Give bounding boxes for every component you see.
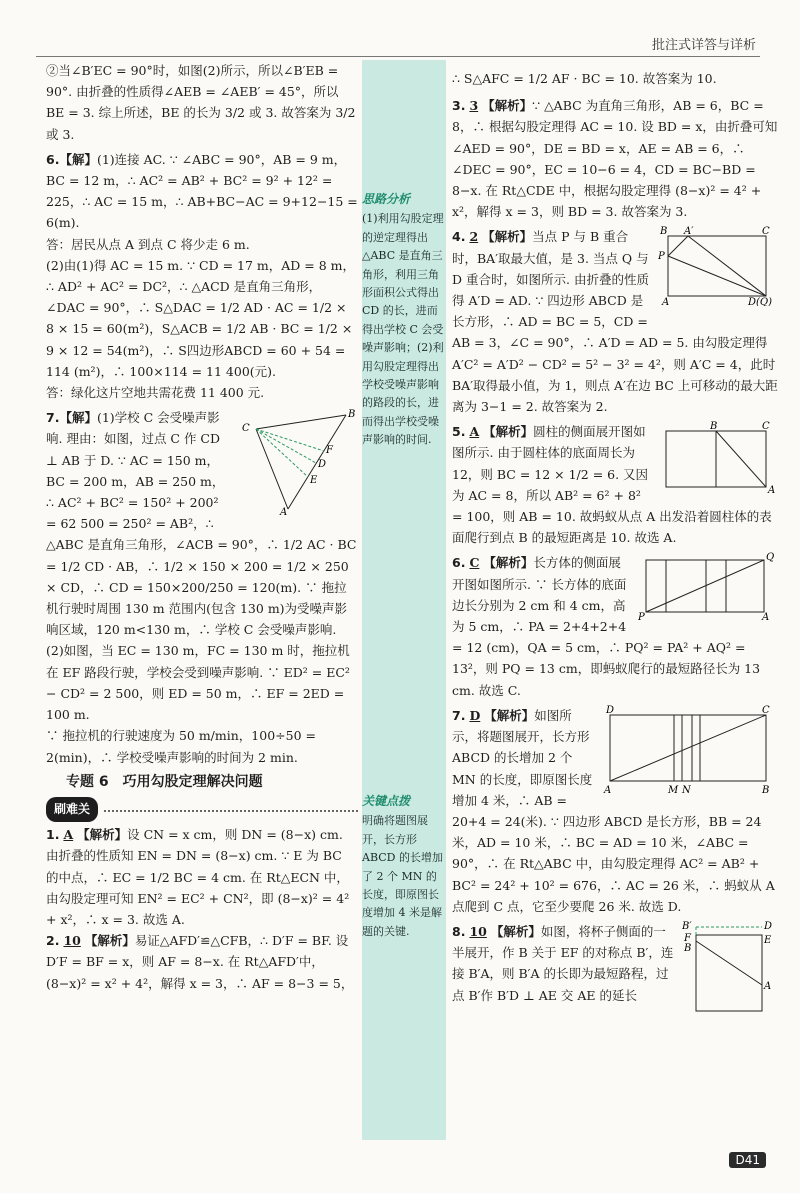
- analysis-text: 圆柱的侧面展开图如图所示. 由于圆柱体的底面周长为 12，则 BC = 12 × 1/2 = 6. 又因为 AC = 8，所以 AB² = 6² + 8² = 100，则 AB = 10. 故蚂蚁从点 A 出发沿着圆柱体的表面爬行到点 B 的最短距离是 10. 故选 A.: [452, 424, 772, 546]
- analysis-text: 如图，将杯子侧面的一半展开，作 B 关于 EF 的对称点 B′，连接 B′A，则 B′A 的长即为最短路程，过点 B′作 B′D ⊥ AE 交 AE 的延长: [452, 923, 674, 1003]
- answer-line: 答：居民从点 A 到点 C 将少走 6 m.: [46, 236, 250, 252]
- analysis-tag: 【解析】: [483, 424, 534, 440]
- question-number: 6.: [452, 555, 466, 571]
- figure-a7: [602, 705, 778, 801]
- left-column: [46, 60, 358, 994]
- solution-tag: 【解】: [59, 151, 97, 167]
- answer-choice: 10: [63, 933, 81, 949]
- answer-6: [452, 552, 778, 700]
- question-number: 7.: [452, 707, 466, 723]
- fig-label: M: [668, 784, 679, 795]
- question-7: [46, 407, 358, 640]
- analysis-text: 如图所示，将题图展开，长方形 ABCD 的长增加 2 个 MN 的长度，即原图长度增加 4 米，∴ AB = 20+4 = 24(米). ∵ 四边形 ABCD 是长方形，BB = 24 米，AD = 10 米，∴ BC = AD = 10 米，∠ABC = 90°，∴ 在 Rt△ABC 中，由勾股定理得 AC² = AB² + BC² = 24² + 10² = 676，∴ AC = 26 米，∴ 蚂蚁从 A 点爬到 C 点，它至少要爬 26 米. 故选 D.: [452, 707, 775, 914]
- sidebar-note-title: 关键点拨: [362, 794, 411, 808]
- analysis-tag: 【解析】: [84, 933, 135, 949]
- answer-8: [452, 921, 778, 1006]
- analysis-tag: 【解析】: [490, 923, 541, 939]
- question-number: 1.: [46, 827, 60, 843]
- page-header-title: 批注式详答与详析: [651, 38, 756, 53]
- fig-label: P: [658, 251, 665, 263]
- question-text: (1)连接 AC. ∵ ∠ABC = 90°，AB = 9 m，BC = 12 m，∴ AC² = AB² + BC² = 9² + 12² = 225，∴ AC = 15 m，∴ AB+BC−AC = 9+12−15 = 6(m).: [46, 151, 358, 231]
- solution-paragraph: (2)如图，当 EC = 130 m，FC = 130 m 时，拖拉机在 EF 路段行驶，学校会受到噪声影响. ∵ ED² = EC² − CD² = 2 500，则 ED = 50 m，∴ EF = 2ED = 100 m.: [46, 643, 350, 723]
- badge-row: [46, 797, 358, 822]
- answer-choice: D: [469, 707, 481, 723]
- figure-q7: [238, 407, 358, 523]
- fig-label: A: [764, 980, 772, 992]
- fig-label: B′: [682, 920, 692, 932]
- figure-a4: [658, 226, 778, 312]
- dotted-divider: [104, 810, 358, 812]
- sidebar-note-text: (1)利用勾股定理的逆定理得出△ABC 是直角三角形，利用三角形面积公式得出 CD 的长，进而得出学校 C 会受噪声影响；(2)利用勾股定理得出学校受噪声影响的路段的长，进而得出学校受噪声影响的时间.: [362, 212, 444, 447]
- answer-choice: 10: [469, 923, 487, 939]
- fig-label: B: [710, 421, 718, 433]
- figure-a8: [682, 921, 778, 1027]
- section-title: 专题 6 巧用勾股定理解决问题: [66, 773, 263, 790]
- sidebar-note-key: [362, 792, 446, 941]
- header-rule: [36, 56, 760, 57]
- fig-label: C: [762, 226, 770, 238]
- fig-label: Q: [766, 552, 775, 564]
- question-number: 4.: [452, 229, 466, 245]
- solution-paragraph: (2)由(1)得 AC = 15 m. ∵ CD = 17 m，AD = 8 m，∴ AD² + AC² = DC²，∴ △ACD 是直角三角形，∠DAC = 90°，∴ S△DAC = 1/2 AD · AC = 1/2 × 8 × 15 = 60(m²)，S△ACB = 1/2 AB · BC = 1/2 × 9 × 12 = 54(m²)，∴ S四边形ABCD = 60 + 54 = 114 (m²)，∴ 100×114 = 11 400(元).: [46, 257, 355, 379]
- answer-choice: 3: [469, 98, 479, 114]
- question-number: 7.: [46, 410, 60, 426]
- fig-label: A: [768, 485, 776, 496]
- question-number: 5.: [452, 424, 466, 440]
- answer-2: [46, 930, 358, 994]
- fig-label: D: [764, 920, 773, 932]
- fig-label: D: [318, 459, 327, 471]
- fig-label: D: [606, 704, 615, 716]
- analysis-tag: 【解析】: [482, 98, 533, 114]
- fig-label: B: [660, 226, 668, 238]
- analysis-text: 易证△AFD′≌△CFB，∴ D′F = BF. 设 D′F = BF = x，则 AF = 8−x. 在 Rt△AFD′中，(8−x)² = x² + 4²，解得 x = 3，∴ AF = 8−3 = 5，: [46, 933, 354, 991]
- figure-a6: [638, 552, 778, 628]
- fig-label: N: [682, 784, 691, 795]
- continued-paragraph: ②当∠B′EC = 90°时，如图(2)所示，所以∠B′EB = 90°. 由折叠的性质得∠AEB = ∠AEB′ = 45°，所以 BE = 3. 综上所述，BE 的长为 3/2 或 3. 故答案为 3/2 或 3.: [46, 63, 356, 142]
- analysis-tag: 【解析】: [484, 707, 535, 723]
- question-number: 8.: [452, 923, 466, 939]
- fig-label: F: [326, 445, 333, 457]
- sidebar-note-analysis: [362, 190, 446, 450]
- fig-label: E: [310, 475, 318, 487]
- fig-label: E: [764, 934, 772, 946]
- cylinder-net-diagram: [658, 421, 778, 495]
- right-column: [452, 68, 778, 1027]
- figure-a5: [658, 421, 778, 501]
- fig-label: B: [348, 409, 356, 421]
- fig-label: C: [762, 704, 770, 716]
- fig-label: B: [684, 942, 692, 954]
- fig-label: A′: [684, 226, 694, 238]
- analysis-tag: 【解析】: [482, 229, 533, 245]
- fig-label: B: [762, 784, 770, 795]
- unfolded-rectangle-diagram: [602, 705, 778, 795]
- fig-label: F: [684, 932, 691, 944]
- answer-3: [452, 95, 778, 222]
- analysis-text: 设 CN = x cm，则 DN = (8−x) cm. 由折叠的性质知 EN = DN = (8−x) cm. ∵ E 为 BC 的中点，∴ EC = 1/2 BC = 4 cm. 在 Rt△ECN 中，由勾股定理可知 EN² = EC² + CN²，即 (8−x)² = 4² + x²，∴ x = 3. 故选 A.: [46, 827, 350, 927]
- fig-label: D(Q): [748, 297, 773, 307]
- continued-paragraph: ∴ S△AFC = 1/2 AF · BC = 10. 故答案为 10.: [452, 71, 717, 86]
- answer-choice: A: [469, 424, 480, 440]
- fig-label: P: [638, 612, 645, 623]
- fig-label: A: [662, 297, 670, 307]
- fig-label: C: [762, 421, 770, 433]
- sidebar-note-title: 思路分析: [362, 192, 411, 206]
- difficulty-badge: 刷难关: [46, 797, 98, 822]
- analysis-tag: 【解析】: [77, 827, 128, 843]
- page-number: D41: [729, 1152, 766, 1168]
- question-6: [46, 149, 358, 234]
- triangle-diagram: [238, 407, 358, 517]
- solution-tag: 【解】: [59, 410, 97, 426]
- fig-label: A: [604, 784, 612, 795]
- analysis-text: 长方体的侧面展开图如图所示. ∵ 长方体的底面边长分别为 2 cm 和 4 cm，高为 5 cm，∴ PA = 2+4+2+4 = 12 (cm)，QA = 5 cm，∴ PQ² = PA² + AQ² = 13²，则 PQ = 13 cm，即蚂蚁爬行的最短路径长为 13 cm. 故选 C.: [452, 555, 761, 698]
- rectangle-fold-diagram: [658, 226, 778, 306]
- analysis-tag: 【解析】: [483, 555, 534, 571]
- cup-net-diagram: [682, 921, 778, 1021]
- answer-line: 答：绿化这片空地共需花费 11 400 元.: [46, 385, 265, 401]
- answer-choice: A: [63, 827, 74, 843]
- analysis-text: ∵ △ABC 为直角三角形，AB = 6，BC = 8，∴ 根据勾股定理得 AC = 10. 设 BD = x，由折叠可知∠AED = 90°，DE = BD = x，AE = AB = 6，∴ ∠DEC = 90°，EC = 10−6 = 4，CD = BC−BD = 8−x. 在 Rt△CDE 中，根据勾股定理得 (8−x)² = 4² + x²，解得 x = 3，则 BD = 3. 故答案为 3.: [452, 98, 778, 220]
- fig-label: A: [280, 507, 288, 518]
- analysis-text: 当点 P 与 B 重合时，BA′取最大值，是 3. 当点 Q 与 D 重合时，如图所示. 由折叠的性质得 A′D = AD. ∵ 四边形 ABCD 是长方形，∴ AD = BC = 5，CD = AB = 3，∠C = 90°，∴ A′D = AD = 5. 由勾股定理得 A′C² = A′D² − CD² = 5² − 3² = 4²，则 A′C = 4，此时 BA′取得最小值，为 1，则点 A′在边 BC 上可移动的最大距离为 3−1 = 2. 故答案为 2.: [452, 229, 778, 415]
- answer-5: [452, 421, 778, 548]
- sidebar-note-text: 明确将题图展开，长方形 ABCD 的长增加了 2 个 MN 的长度，即原图长度增加 4 米是解题的关键.: [362, 814, 443, 938]
- question-number: 6.: [46, 151, 60, 167]
- question-number: 3.: [452, 98, 466, 114]
- answer-4: [452, 226, 778, 417]
- question-text: (1)学校 C 会受噪声影响. 理由：如图，过点 C 作 CD ⊥ AB 于 D. ∵ AC = 150 m，BC = 200 m，AB = 250 m，∴ AC² + BC² = 150² + 200² = 62 500 = 250² = AB²，∴ △ABC 是直角三角形，∠ACB = 90°，∴ 1/2 AC · BC = 1/2 CD · AB，∴ 1/2 × 150 × 200 = 1/2 × 250 × CD，∴ CD = 150×200/250 = 120(m). ∵ 拖拉机行驶时周围 130 m 范围内(包含 130 m)为受噪声影响区域，120 m<130 m，∴ 学校 C 会受噪声影响.: [46, 410, 357, 638]
- answer-choice: C: [469, 555, 480, 571]
- solution-paragraph: ∵ 拖拉机的行驶速度为 50 m/min，100÷50 = 2(min)，∴ 学校受噪声影响的时间为 2 min.: [46, 728, 316, 765]
- answer-choice: 2: [469, 229, 479, 245]
- answer-1: [46, 824, 358, 930]
- answer-7: [452, 705, 778, 917]
- fig-label: C: [242, 423, 250, 435]
- fig-label: A: [762, 612, 770, 623]
- question-number: 2.: [46, 933, 60, 949]
- cuboid-net-diagram: [638, 552, 778, 622]
